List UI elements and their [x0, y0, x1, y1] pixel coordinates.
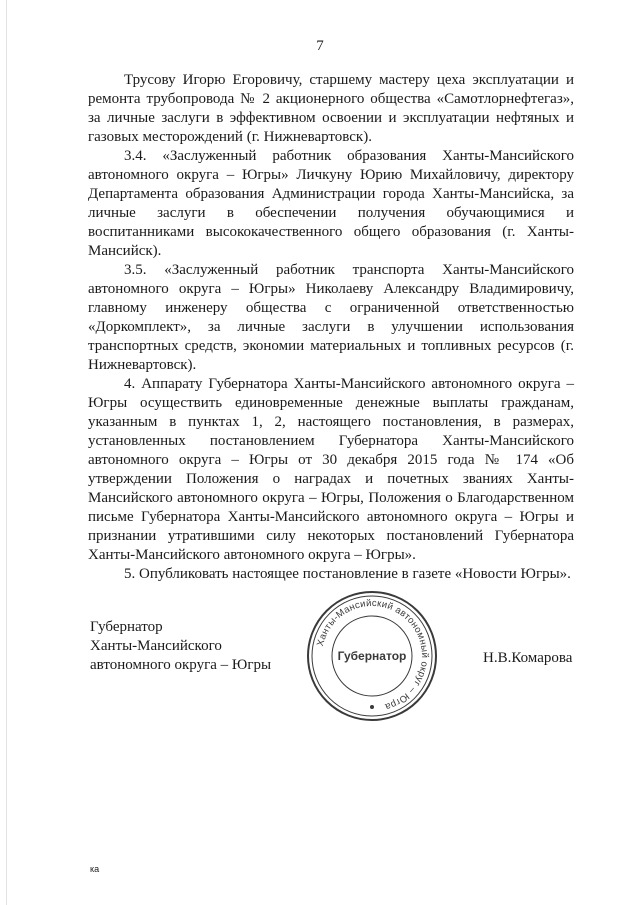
- official-seal: [305, 589, 439, 723]
- seal-ring-text: Ханты-Мансийский автономный округ – Югра: [315, 597, 431, 713]
- paragraph-trusov-award: Трусову Игорю Егоровичу, старшему мастеру цеха эксплуатации и ремонта трубопровода № 2 акционерного общества «Самотлорнефтегаз», за личные заслуги в эффективном освоении и эксплуатации нефтяных и газовых месторождений (г. Нижневартовск).: [88, 72, 574, 145]
- paragraph-4: 4. Аппарату Губернатора Ханты-Мансийского автономного округа – Югры осуществить единовременные денежные выплаты гражданам, указанным в пунктах 1, 2, настоящего постановления, в размерах, установленных постановлением Губернатора Ханты-Мансийского автономного округа – Югры от 30 декабря 2015 года № 174 «Об утверждении Положения о наградах и почетных званиях Ханты-Мансийского автономного округа – Югры, Положения о Благодарственном письме Губернатора Ханты-Мансийского автономного округа – Югры и признании утратившими силу некоторых постановлений Губернатора Ханты-Мансийского автономного округа – Югры».: [88, 376, 574, 563]
- page-number: 7: [316, 38, 324, 54]
- document-body: [88, 71, 574, 584]
- paragraph-3-5: 3.5. «Заслуженный работник транспорта Ханты-Мансийского автономного округа – Югры» Николаеву Александру Владимировичу, главному инженеру общества с ограниченной ответственностью «Доркомплект», за личные заслуги в улучшении использования транспортных средств, экономии материальных и топливных ресурсов (г. Нижневартовск).: [88, 262, 574, 373]
- signatory-title-line-2: Ханты-Мансийского: [90, 638, 222, 654]
- paragraph-5: 5. Опубликовать настоящее постановление в газете «Новости Югры».: [124, 566, 571, 582]
- signer-name: Н.В.Комарова: [483, 650, 573, 666]
- paragraph-3-4: 3.4. «Заслуженный работник образования Ханты-Мансийского автономного округа – Югры» Личкуну Юрию Михайловичу, директору Департамента образования Администрации города Ханты-Мансийска, за личные заслуги в обеспечении получения обучающимися и воспитанниками высококачественного общего образования (г. Ханты-Мансийск).: [88, 148, 574, 259]
- seal-center-text: Губернатор: [337, 649, 407, 663]
- signatory-title: [90, 618, 271, 675]
- scan-edge-line: [6, 0, 7, 905]
- seal-graphic: [305, 589, 439, 723]
- signatory-title-line-3: автономного округа – Югры: [90, 657, 272, 673]
- footer-note: ка: [90, 864, 100, 874]
- seal-dot: [370, 705, 374, 709]
- signatory-title-line-1: Губернатор: [90, 619, 163, 635]
